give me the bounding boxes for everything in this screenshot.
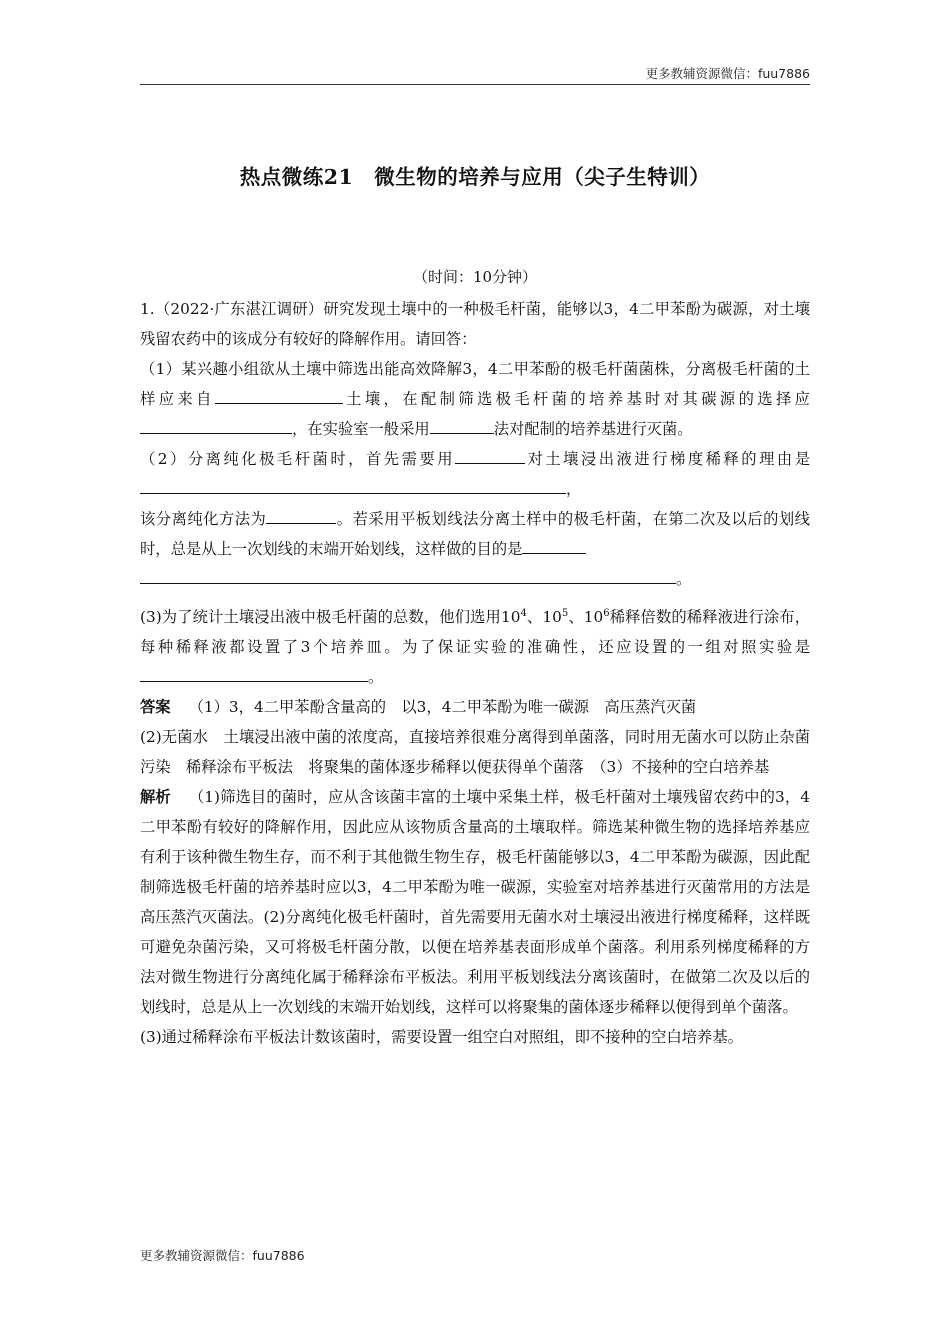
time-note: （时间：10分钟） — [412, 268, 538, 286]
answer-blank — [140, 475, 566, 494]
answer-blank — [430, 415, 494, 434]
question-part-2: （2）分离纯化极毛杆菌时，首先需要用 对土壤浸出液进行梯度稀释的理由是， — [140, 444, 810, 504]
answer-blank — [140, 565, 676, 584]
question-part-2-cont: 该分离纯化方法为 。若采用平板划线法分离土样中的极毛杆菌，在第二次及以后的划线时，总是从上一次划线的末端开始划线，这样做的目的是 。 — [140, 504, 810, 594]
answer-block-cont: (2)无菌水 土壤浸出液中菌的浓度高，直接培养很难分离得到单菌落，同时用无菌水可以防止杂菌污染 稀释涂布平板法 将聚集的菌体逐步稀释以便获得单个菌落 （3）不接种的空白培养基 — [140, 728, 810, 776]
page-header: 更多教辅资源微信：fuu7886 — [645, 66, 810, 81]
answer-label: 答案 — [140, 698, 171, 716]
header-rule — [140, 84, 810, 85]
page-footer: 更多教辅资源微信：fuu7886 — [140, 1248, 305, 1263]
answer-blank — [215, 385, 343, 404]
analysis-block: 解析 （1)筛选目的菌时，应从含该菌丰富的土壤中采集土样，极毛杆菌对土壤残留农药中的3，4二甲苯酚有较好的降解作用，因此应从该物质含量高的土壤取样。筛选某种微生物的选择培养基应有利于该种微生物生存，而不利于其他微生物生存，极毛杆菌能够以3，4二甲苯酚为碳源，因此配制筛选极毛杆菌的培养基时应以3，4二甲苯酚为唯一碳源，实验室对培养基进行灭菌常用的方法是高压蒸汽灭菌法。(2)分离纯化极毛杆菌时，首先需要用无菌水对土壤浸出液进行梯度稀释，这样既可避免杂菌污染，又可将极毛杆菌分散，以便在培养基表面形成单个菌落。利用系列梯度稀释的方法对微生物进行分离纯化属于稀释涂布平板法。利用平板划线法分离该菌时，在做第二次及以后的划线时，总是从上一次划线的末端开始划线，这样可以将聚集的菌体逐步稀释以便得到单个菌落。 — [140, 788, 810, 1016]
question-part-3: (3)为了统计土壤浸出液中极毛杆菌的总数，他们选用$10^4$、$10^5$、$10^6$稀释倍数的稀释液进行涂布，每种稀释液都设置了3个培养皿。为了保证实验的准确性，还应设置的一组对照实验是。 — [140, 607, 811, 686]
analysis-label: 解析 — [140, 788, 171, 806]
analysis-block-cont: (3)通过稀释涂布平板法计数该菌时，需要设置一组空白对照组，即不接种的空白培养基。 — [140, 1028, 743, 1046]
answer-blank — [140, 415, 292, 434]
answer-blank — [140, 663, 368, 682]
question-intro: 1.（2022·广东湛江调研）研究发现土壤中的一种极毛杆菌，能够以3，4二甲苯酚为碳源，对土壤残留农药中的该成分有较好的降解作用。请回答： — [140, 300, 810, 348]
question-part-1: （1）某兴趣小组欲从土壤中筛选出能高效降解3，4二甲苯酚的极毛杆菌菌株，分离极毛杆菌的土样应来自 土壤，在配制筛选极毛杆菌的培养基时对其碳源的选择应，在实验室一般采用 法对配制的培养基进行灭菌。 — [140, 360, 810, 438]
answer-blank — [522, 535, 586, 554]
answer-block: 答案 （1）3，4二甲苯酚含量高的 以3，4二甲苯酚为唯一碳源 高压蒸汽灭菌 — [140, 698, 697, 716]
document-body — [140, 294, 810, 1052]
answer-blank — [266, 505, 336, 524]
answer-blank — [455, 445, 525, 464]
page-title: 热点微练21 微生物的培养与应用（尖子生特训） — [239, 165, 711, 189]
